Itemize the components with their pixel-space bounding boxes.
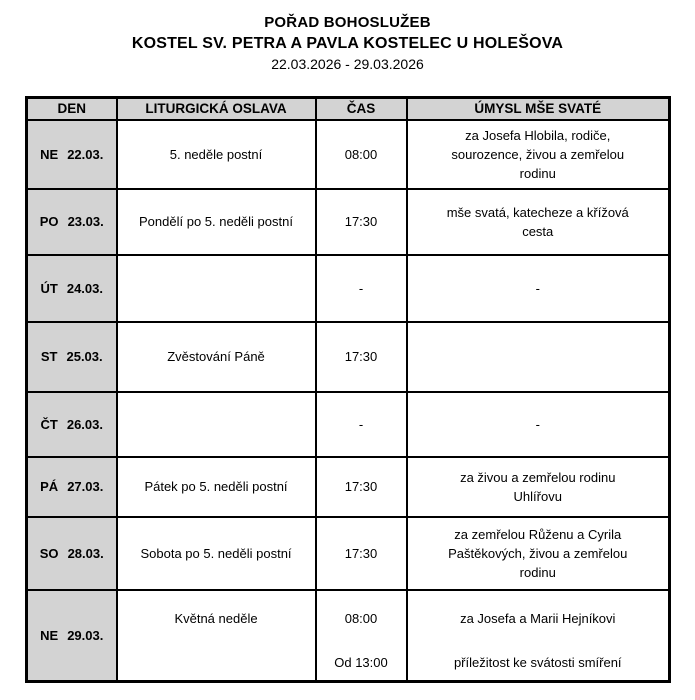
celebration-cell: Sobota po 5. neděli postní <box>117 517 316 590</box>
intention-cell: - <box>407 255 670 322</box>
day-cell <box>27 322 117 392</box>
day-date: 25.03. <box>66 349 103 364</box>
celebration-cell <box>117 255 316 322</box>
celebration-cell <box>117 590 316 682</box>
time-cell: - <box>316 392 407 457</box>
day-cell <box>27 120 117 189</box>
time-cell: 17:30 <box>316 322 407 392</box>
day-cell <box>27 189 117 255</box>
col-header-celebration: LITURGICKÁ OSLAVA <box>117 98 316 120</box>
intention-cell <box>407 590 670 682</box>
table-row <box>27 255 670 322</box>
time-first: 08:00 <box>344 611 378 626</box>
page-title: POŘAD BOHOSLUŽEB <box>264 14 431 31</box>
day-cell <box>27 255 117 322</box>
day-abbr: ČT <box>40 416 58 432</box>
church-name: KOSTEL SV. PETRA A PAVLA KOSTELEC U HOLEŠOVA <box>131 35 564 52</box>
intention-cell: za živou a zemřelou rodinu Uhlířovu <box>407 457 670 517</box>
day-abbr: ÚT <box>40 280 58 296</box>
day-date: 23.03. <box>67 214 104 229</box>
time-cell: 17:30 <box>316 517 407 590</box>
celebration-cell: 5. neděle postní <box>117 120 316 189</box>
day-abbr: PÁ <box>40 479 59 494</box>
day-abbr: SO <box>39 545 59 561</box>
schedule-table <box>25 96 671 683</box>
header-row <box>27 98 670 120</box>
day-date: 24.03. <box>66 280 103 296</box>
celebration-spacer <box>118 647 315 679</box>
day-date: 26.03. <box>66 416 103 432</box>
col-header-time: ČAS <box>316 98 407 120</box>
day-abbr: NE <box>40 146 59 162</box>
day-abbr: PO <box>39 214 59 229</box>
col-header-intention: ÚMYSL MŠE SVATÉ <box>407 98 670 120</box>
day-cell <box>27 457 117 517</box>
day-abbr: NE <box>40 627 59 643</box>
intention-cell <box>407 322 670 392</box>
intention-cell: mše svatá, katecheze a křížová cesta <box>407 189 670 255</box>
time-cell: 17:30 <box>316 189 407 255</box>
table-row <box>27 120 670 189</box>
table-row <box>27 189 670 255</box>
day-abbr: ST <box>40 349 58 364</box>
day-date: 22.03. <box>67 146 104 162</box>
day-date: 27.03. <box>67 479 104 494</box>
intention-first: za Josefa a Marii Hejníkovi <box>460 611 616 626</box>
intention-cell: - <box>407 392 670 457</box>
intention-second: příležitost ke svátosti smíření <box>453 655 622 670</box>
time-cell: - <box>316 255 407 322</box>
intention-cell: za Josefa Hlobila, rodiče, sourozence, živou a zemřelou rodinu <box>407 120 670 189</box>
table-row <box>27 322 670 392</box>
day-cell <box>27 392 117 457</box>
table-row <box>27 457 670 517</box>
table-row <box>27 392 670 457</box>
intention-cell: za zemřelou Růženu a Cyrila Paštěkových, živou a zemřelou rodinu <box>407 517 670 590</box>
celebration-cell: Zvěstování Páně <box>117 322 316 392</box>
title-block <box>0 0 695 74</box>
time-cell <box>316 590 407 682</box>
time-cell: 17:30 <box>316 457 407 517</box>
celebration-text: Květná neděle <box>174 611 258 626</box>
celebration-cell: Pondělí po 5. neděli postní <box>117 189 316 255</box>
table-row <box>27 517 670 590</box>
day-cell <box>27 517 117 590</box>
date-range: 22.03.2026 - 29.03.2026 <box>271 56 424 72</box>
time-second: Od 13:00 <box>334 655 388 670</box>
day-cell <box>27 590 117 682</box>
celebration-cell <box>117 392 316 457</box>
day-date: 28.03. <box>67 545 104 561</box>
col-header-day: DEN <box>27 98 117 120</box>
table-row <box>27 590 670 682</box>
celebration-cell: Pátek po 5. neděli postní <box>117 457 316 517</box>
time-cell: 08:00 <box>316 120 407 189</box>
day-date: 29.03. <box>67 627 104 643</box>
